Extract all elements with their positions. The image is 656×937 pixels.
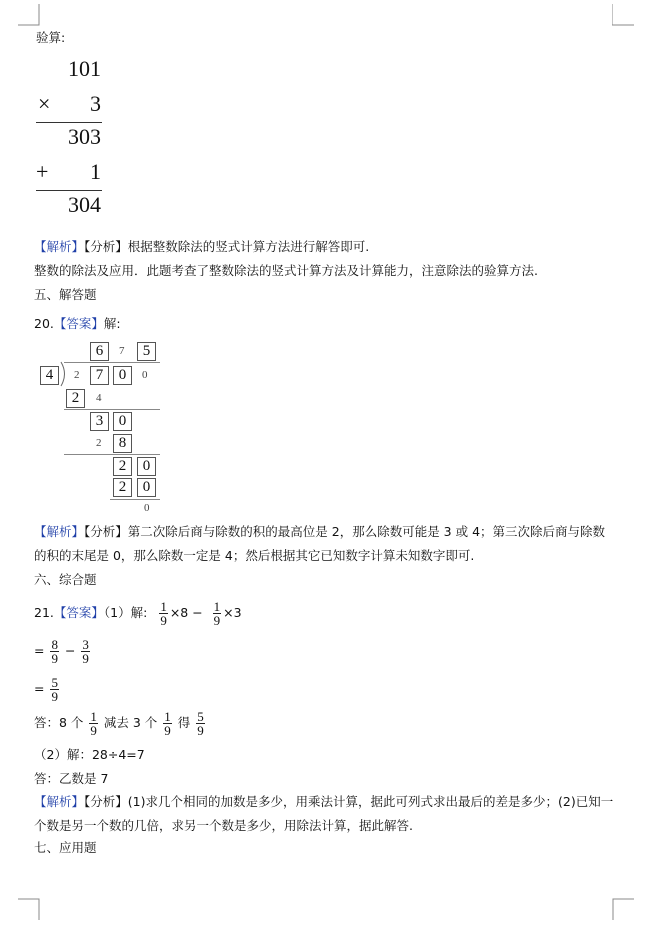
quotient-digit-box: 6 <box>90 342 109 361</box>
step-rule <box>110 499 160 500</box>
step-digit-box: 2 <box>113 457 132 476</box>
q21-answer1 <box>34 708 207 738</box>
check-rule2 <box>36 190 102 191</box>
answer-intro: 解: <box>103 316 121 331</box>
step-digit-box: 2 <box>66 389 85 408</box>
question-number: 21. <box>34 605 54 620</box>
answer-text: 得 <box>177 715 191 730</box>
check-label: 验算: <box>36 30 66 45</box>
dividend-digit: 2 <box>74 369 80 381</box>
check-row1: 101 <box>68 56 101 81</box>
question-number: 20. <box>34 316 54 331</box>
step-digit-box: 0 <box>137 478 156 497</box>
quotient-digit: 7 <box>119 345 125 357</box>
section-5-heading: 五、解答题 <box>34 287 97 302</box>
dividend-digit-box: 7 <box>90 366 109 385</box>
q20-analysis-line2: 的积的末尾是 0，那么除数一定是 4；然后根据其它已知数字计算未知数字即可. <box>34 548 475 563</box>
minus-sign: − <box>64 643 76 658</box>
q21-answer2: 答：乙数是 7 <box>34 771 109 786</box>
fraction: $\frac{5}{9}$ <box>197 709 204 738</box>
equals-sign: = <box>34 681 45 696</box>
q21-analysis-line2: 个数是另一个数的几倍，求另一个数是多少，用除法计算，据此解答. <box>34 818 413 833</box>
step-digit-box: 3 <box>90 412 109 431</box>
analysis-text: (1)求几个相同的加数是多少，用乘法计算，据此可列式求出最后的差是多少；(2)已知一 <box>127 794 614 809</box>
step-digit-box: 0 <box>137 457 156 476</box>
analysis-subtag: 【分析】 <box>84 524 128 539</box>
analysis-tag: 【解析】 <box>34 794 85 809</box>
q20-heading <box>34 314 121 332</box>
crop-mark-top-right <box>612 4 634 26</box>
part1-label: （1）解: <box>103 605 148 620</box>
q19-analysis-line2: 整数的除法及应用．此题考查了整数除法的竖式计算方法及计算能力，注意除法的验算方法. <box>34 263 538 278</box>
division-bracket <box>60 361 70 387</box>
fraction: $\frac{8}{9}$ <box>51 637 58 666</box>
fraction: $\frac{1}{9}$ <box>160 599 167 628</box>
expr-end: ×3 <box>223 605 242 620</box>
analysis-tag: 【解析】 <box>34 524 85 539</box>
dividend-digit: 0 <box>142 369 148 381</box>
check-rule1 <box>36 122 102 123</box>
equals-sign: = <box>34 643 45 658</box>
section-7-heading: 七、应用题 <box>34 840 97 855</box>
answer-text: 减去 3 个 <box>103 715 158 730</box>
analysis-subtag: 【分析】 <box>84 239 128 254</box>
check-op-plus: + <box>36 159 49 184</box>
analysis-text: 第二次除后商与除数的积的最高位是 2，那么除数可能是 3 或 4；第三次除后商与除数 <box>127 524 606 539</box>
divisor-box: 4 <box>40 366 59 385</box>
expr-middle: ×8 − <box>169 605 203 620</box>
check-row3: 303 <box>68 124 101 149</box>
q21-analysis-line1 <box>34 792 613 810</box>
remainder-digit: 0 <box>144 502 150 514</box>
analysis-subtag: 【分析】 <box>84 794 128 809</box>
q21-line1 <box>34 598 242 628</box>
answer-tag: 【答案】 <box>53 605 104 620</box>
q20-analysis-line1 <box>34 522 605 540</box>
crop-mark-bottom-left <box>18 898 40 920</box>
step-rule <box>64 454 160 455</box>
step-digit: 2 <box>96 437 102 449</box>
fraction: $\frac{1}{9}$ <box>90 709 97 738</box>
answer-text: 答：8 个 <box>34 715 84 730</box>
step-digit-box: 0 <box>113 412 132 431</box>
check-op-times: × <box>38 91 51 116</box>
q19-analysis-line1 <box>34 237 369 255</box>
analysis-tag: 【解析】 <box>34 239 85 254</box>
dividend-digit-box: 0 <box>113 366 132 385</box>
step-rule <box>64 409 160 410</box>
quotient-digit-box: 5 <box>137 342 156 361</box>
step-digit: 4 <box>96 392 102 404</box>
fraction: $\frac{3}{9}$ <box>82 637 89 666</box>
division-bar <box>64 362 160 363</box>
fraction: $\frac{5}{9}$ <box>51 675 58 704</box>
analysis-text: 根据整数除法的竖式计算方法进行解答即可. <box>127 239 370 254</box>
check-row4: 1 <box>90 159 101 184</box>
q21-line3 <box>34 674 61 704</box>
q21-part2: （2）解：28÷4=7 <box>34 747 145 762</box>
q21-line2 <box>34 636 92 666</box>
fraction: $\frac{1}{9}$ <box>213 599 221 628</box>
step-digit-box: 2 <box>113 478 132 497</box>
check-row2: 3 <box>90 91 101 116</box>
step-digit-box: 8 <box>113 434 132 453</box>
crop-mark-bottom-right <box>612 898 634 920</box>
answer-tag: 【答案】 <box>53 316 104 331</box>
section-6-heading: 六、综合题 <box>34 572 97 587</box>
crop-mark-top-left <box>18 4 40 26</box>
check-row5: 304 <box>68 192 101 217</box>
fraction: $\frac{1}{9}$ <box>164 709 171 738</box>
